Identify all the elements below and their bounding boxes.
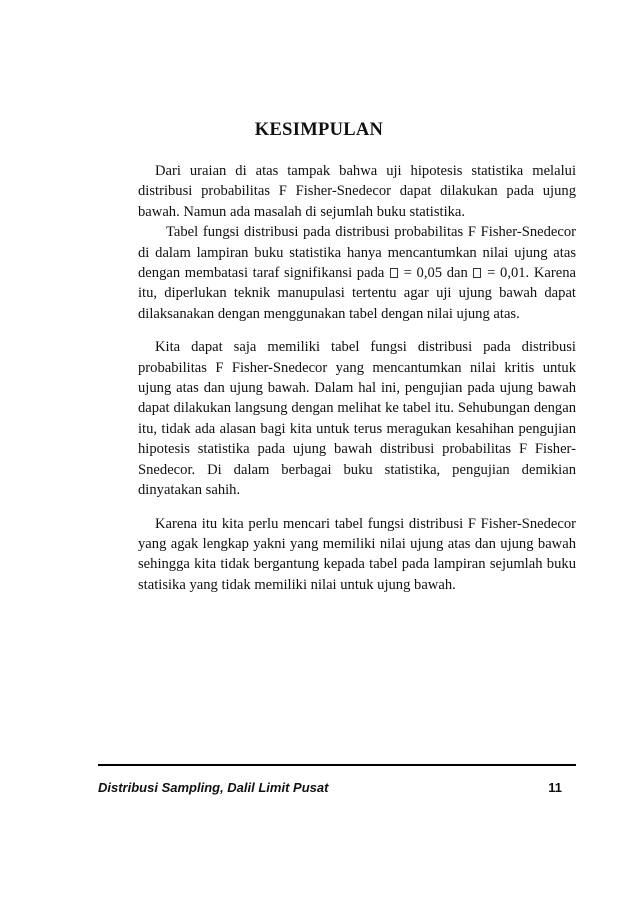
footer-running-title: Distribusi Sampling, Dalil Limit Pusat xyxy=(98,780,329,795)
footer-divider xyxy=(98,764,576,766)
footer-page-number: 11 xyxy=(548,780,562,795)
paragraph-table-limitation-part-3: = 0,01. Karena itu, diperlukan teknik manupulasi tertentu agar uji ujung bawah dapat dilaksanakan dengan menggunakan tabel dengan nilai ujung atas. xyxy=(138,265,576,322)
missing-glyph-icon xyxy=(473,268,481,278)
paragraph-conclusion: Karena itu kita perlu mencari tabel fungsi distribusi F Fisher-Snedecor yang agak lengkap yakni yang memiliki nilai ujung atas dan ujung bawah sehingga kita tidak bergantung kepada tabel pada lampiran sejumlah buku statisika yang tidak memiliki nilai untuk ujung bawah. xyxy=(138,515,576,593)
paragraph-table-limitation-part-1: Tabel fungsi distribusi pada distribusi probabilitas F Fisher-Snedecor di dalam lampiran buku statistika hanya mencantumkan nilai ujung atas dengan membatasi taraf signifikansi pada xyxy=(138,224,576,282)
paragraph-intro: Dari uraian di atas tampak bahwa uji hipotesis statistika melalui distribusi probabilitas F Fisher-Snedecor dapat dilakukan pada ujung bawah. Namun ada masalah di sejumlah buku statistika. xyxy=(138,163,576,220)
body-text xyxy=(138,161,576,595)
missing-glyph-icon xyxy=(390,268,398,278)
paragraph-table-limitation xyxy=(138,222,576,324)
paragraph-table-limitation-part-2: = 0,05 dan xyxy=(403,265,468,282)
paragraph-critical-values: Kita dapat saja memiliki tabel fungsi distribusi pada distribusi probabilitas F Fisher-Snedecor yang mencantumkan nilai kritis untuk ujung atas dan ujung bawah. Dalam hal ini, pengujian pada ujung bawah dapat dilakukan langsung dengan melihat ke tabel itu. Sehubungan dengan itu, tidak ada alasan bagi kita untuk terus meragukan kesahihan pengujian hipotesis statistika pada ujung bawah distribusi probabilitas F Fisher-Snedecor. Di dalam berbagai buku statistika, pengujian demikian dinyatakan sahih. xyxy=(138,339,576,499)
page-title: KESIMPULAN xyxy=(254,120,384,140)
